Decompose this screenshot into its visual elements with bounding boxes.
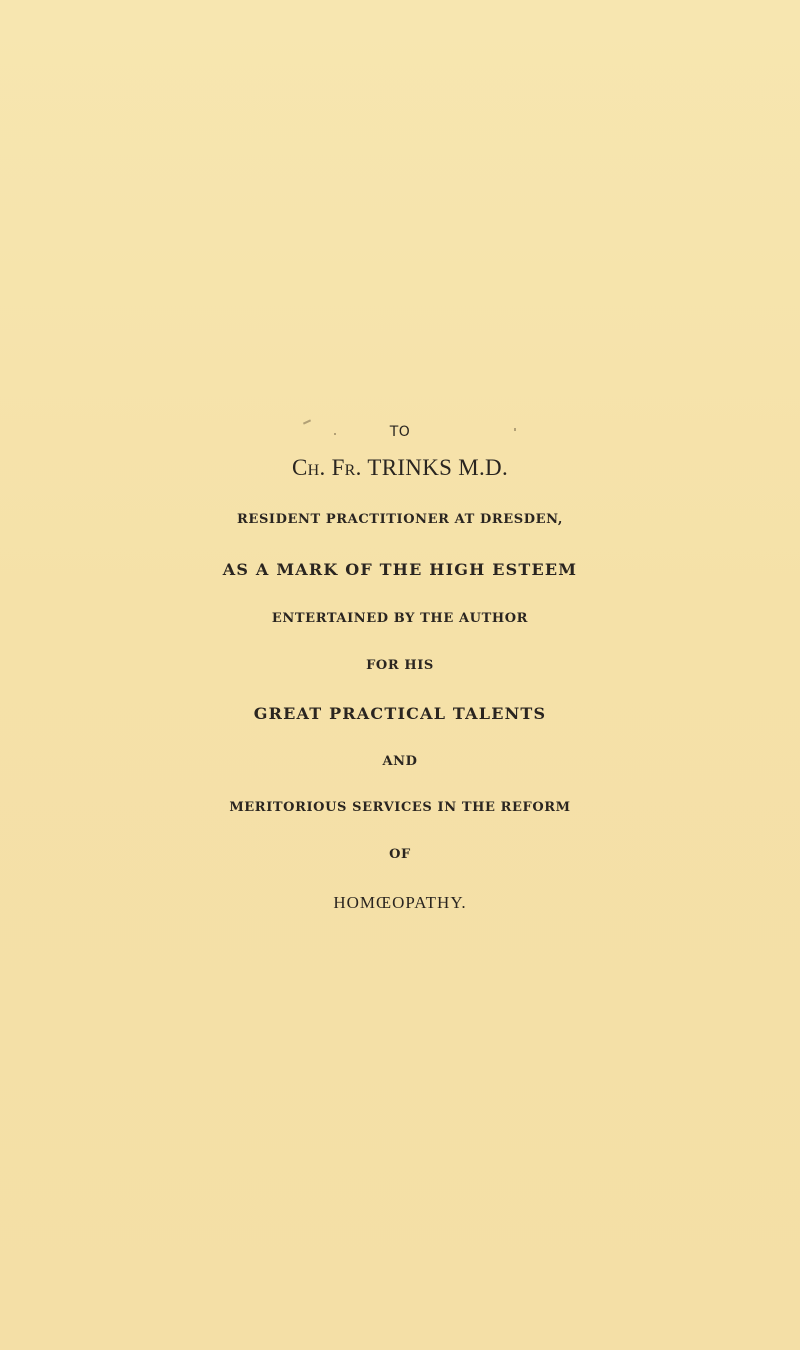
dedicatee-name bbox=[0, 456, 800, 479]
dedication-line-4: FOR HIS bbox=[366, 658, 434, 673]
dedication-line-6: AND bbox=[382, 754, 418, 769]
dedicatee-name-main: TRINKS M.D. bbox=[367, 455, 509, 480]
paper-speck bbox=[303, 419, 311, 424]
dedication-line-7: MERITORIOUS SERVICES IN THE REFORM bbox=[229, 800, 571, 815]
dedicatee-name-prefix: Ch. Fr. bbox=[291, 455, 362, 480]
dedication-line-5: GREAT PRACTICAL TALENTS bbox=[253, 704, 547, 723]
dedication-line-8: OF bbox=[389, 847, 411, 862]
dedication-line-1: RESIDENT PRACTITIONER AT DRESDEN, bbox=[237, 512, 563, 527]
dedication-to: TO bbox=[389, 424, 411, 440]
dedication-line-9: HOMŒOPATHY. bbox=[333, 893, 467, 912]
dedication-line-2: AS A MARK OF THE HIGH ESTEEM bbox=[222, 560, 578, 579]
dedication-line-3: ENTERTAINED BY THE AUTHOR bbox=[271, 611, 529, 626]
